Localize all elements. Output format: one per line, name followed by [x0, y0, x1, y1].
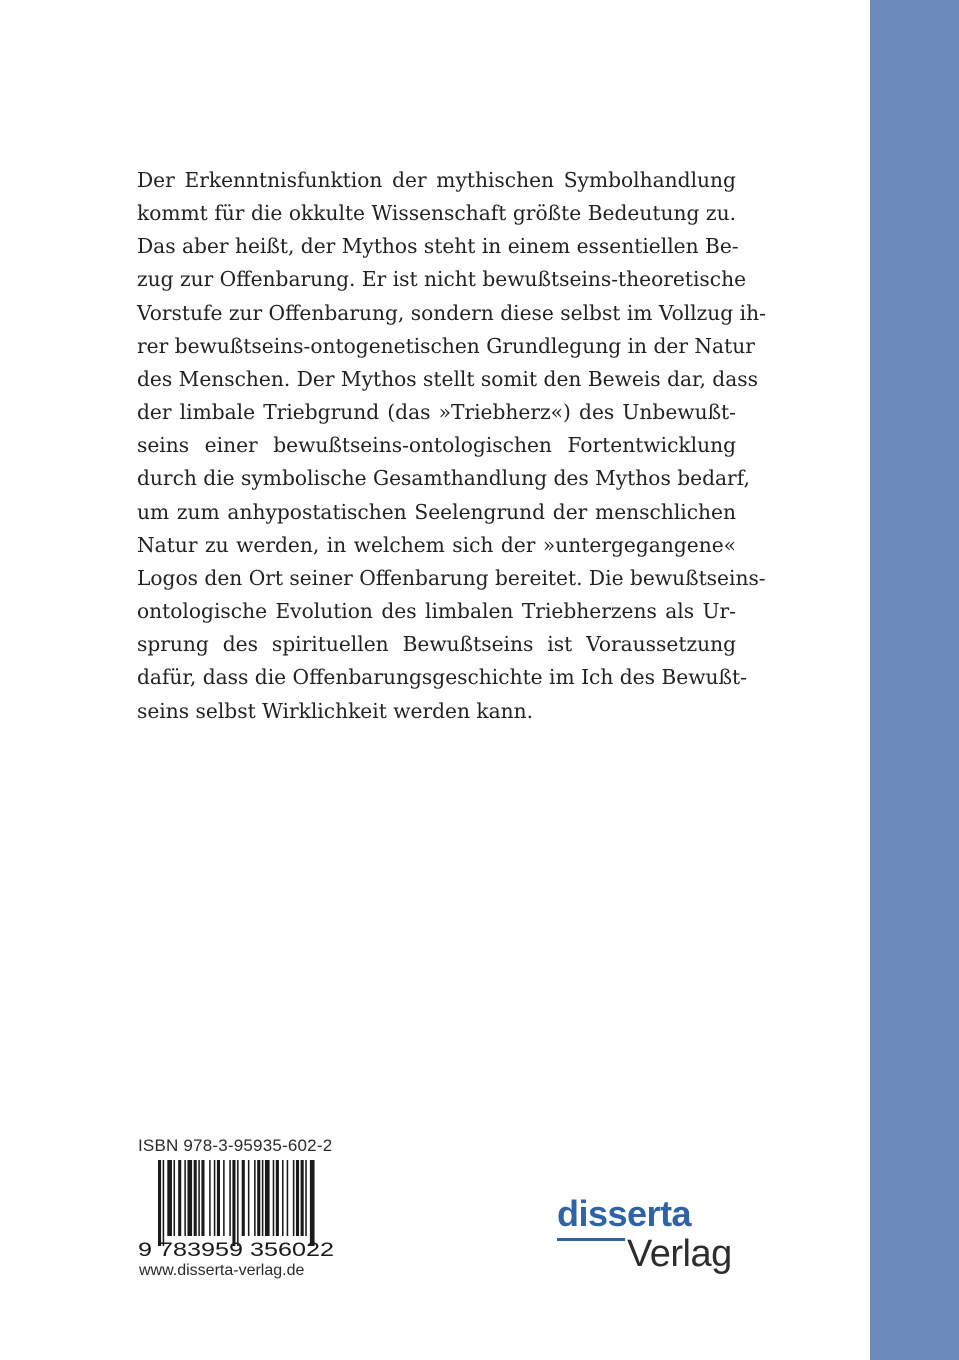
barcode-bar [273, 1160, 275, 1236]
barcode-bar [194, 1160, 197, 1236]
blurb-line: Logos den Ort seiner Offenbarung bereitet. Die bewußtseins- [137, 565, 766, 590]
barcode-bar [184, 1160, 186, 1236]
blurb-line: um zum anhypostatischen Seelengrund der menschlichen [137, 499, 736, 524]
barcode-bar [301, 1160, 304, 1236]
barcode-bar [214, 1160, 216, 1236]
barcode-bar [167, 1160, 172, 1236]
barcode-bar [282, 1160, 284, 1236]
barcode-bar [163, 1160, 165, 1246]
blurb-line: rer bewußtseins-ontogenetischen Grundlegung in der Natur [137, 333, 755, 358]
cover-accent-band [870, 0, 959, 1360]
barcode-bar [174, 1160, 176, 1236]
publisher-logo [557, 1193, 742, 1286]
blurb-line: Natur zu werden, in welchem sich der »untergegangene« [137, 532, 736, 557]
blurb-line: Das aber heißt, der Mythos steht in einem essentiellen Be- [137, 234, 739, 259]
publisher-name-top: disserta [557, 1193, 692, 1234]
barcode-bar [265, 1160, 270, 1236]
barcode-bar [237, 1160, 239, 1246]
barcode-bar [248, 1160, 250, 1236]
blurb-text [137, 164, 766, 728]
isbn-label: ISBN 978-3-95935-602-2 [138, 1136, 333, 1155]
barcode-bar [178, 1160, 181, 1236]
website-url: www.disserta-verlag.de [139, 1262, 305, 1279]
barcode-bar [158, 1160, 161, 1246]
barcode-bar [276, 1160, 279, 1236]
barcode-bar [296, 1160, 299, 1236]
barcode-bar [209, 1160, 211, 1236]
blurb-line: Vorstufe zur Offenbarung, sondern diese selbst im Vollzug ih- [137, 300, 766, 325]
barcode-bar [198, 1160, 200, 1236]
barcode-bar [287, 1160, 289, 1236]
blurb-line: sprung des spirituellen Bewußtseins ist Voraussetzung [137, 632, 736, 657]
barcode-bar [310, 1160, 315, 1246]
barcode-digits: 9 783959 356022 [138, 1240, 334, 1258]
logo-rule [557, 1238, 625, 1241]
blurb-line: ontologische Evolution des limbalen Triebherzens als Ur- [137, 599, 736, 624]
barcode-bar [305, 1160, 307, 1236]
blurb-line: des Menschen. Der Mythos stellt somit den Beweis dar, dass [137, 366, 758, 391]
blurb-line: durch die symbolische Gesamthandlung des Mythos bedarf, [137, 466, 750, 491]
blurb-line: der limbale Triebgrund (das »Triebherz«) des Unbewußt- [137, 400, 736, 425]
barcode-bar [187, 1160, 192, 1236]
blurb-line: dafür, dass die Offenbarungsgeschichte im Ich des Bewußt- [137, 665, 747, 690]
ean13-barcode-icon [138, 1160, 338, 1258]
blurb-line: seins einer bewußtseins-ontologischen Fortentwicklung [137, 433, 736, 458]
barcode-bar [217, 1160, 220, 1236]
blurb-line: seins selbst Wirklichkeit werden kann. [137, 698, 534, 723]
blurb-line: zug zur Offenbarung. Er ist nicht bewußtseins-theoretische [137, 267, 747, 292]
barcode-bar [232, 1160, 235, 1246]
blurb-line: Der Erkenntnisfunktion der mythischen Symbolhandlung [137, 168, 736, 192]
blurb-line: kommt für die okkulte Wissenschaft größte Bedeutung zu. [137, 201, 736, 226]
barcode-bar [293, 1160, 295, 1236]
barcode-bar [201, 1160, 204, 1236]
publisher-name-bottom: Verlag [627, 1233, 732, 1275]
barcode-bar [257, 1160, 260, 1236]
barcode-bar [262, 1160, 264, 1236]
barcode-bar [223, 1160, 225, 1236]
barcode-bar [229, 1160, 231, 1236]
barcode-bar [254, 1160, 256, 1236]
barcode-bar [242, 1160, 245, 1236]
